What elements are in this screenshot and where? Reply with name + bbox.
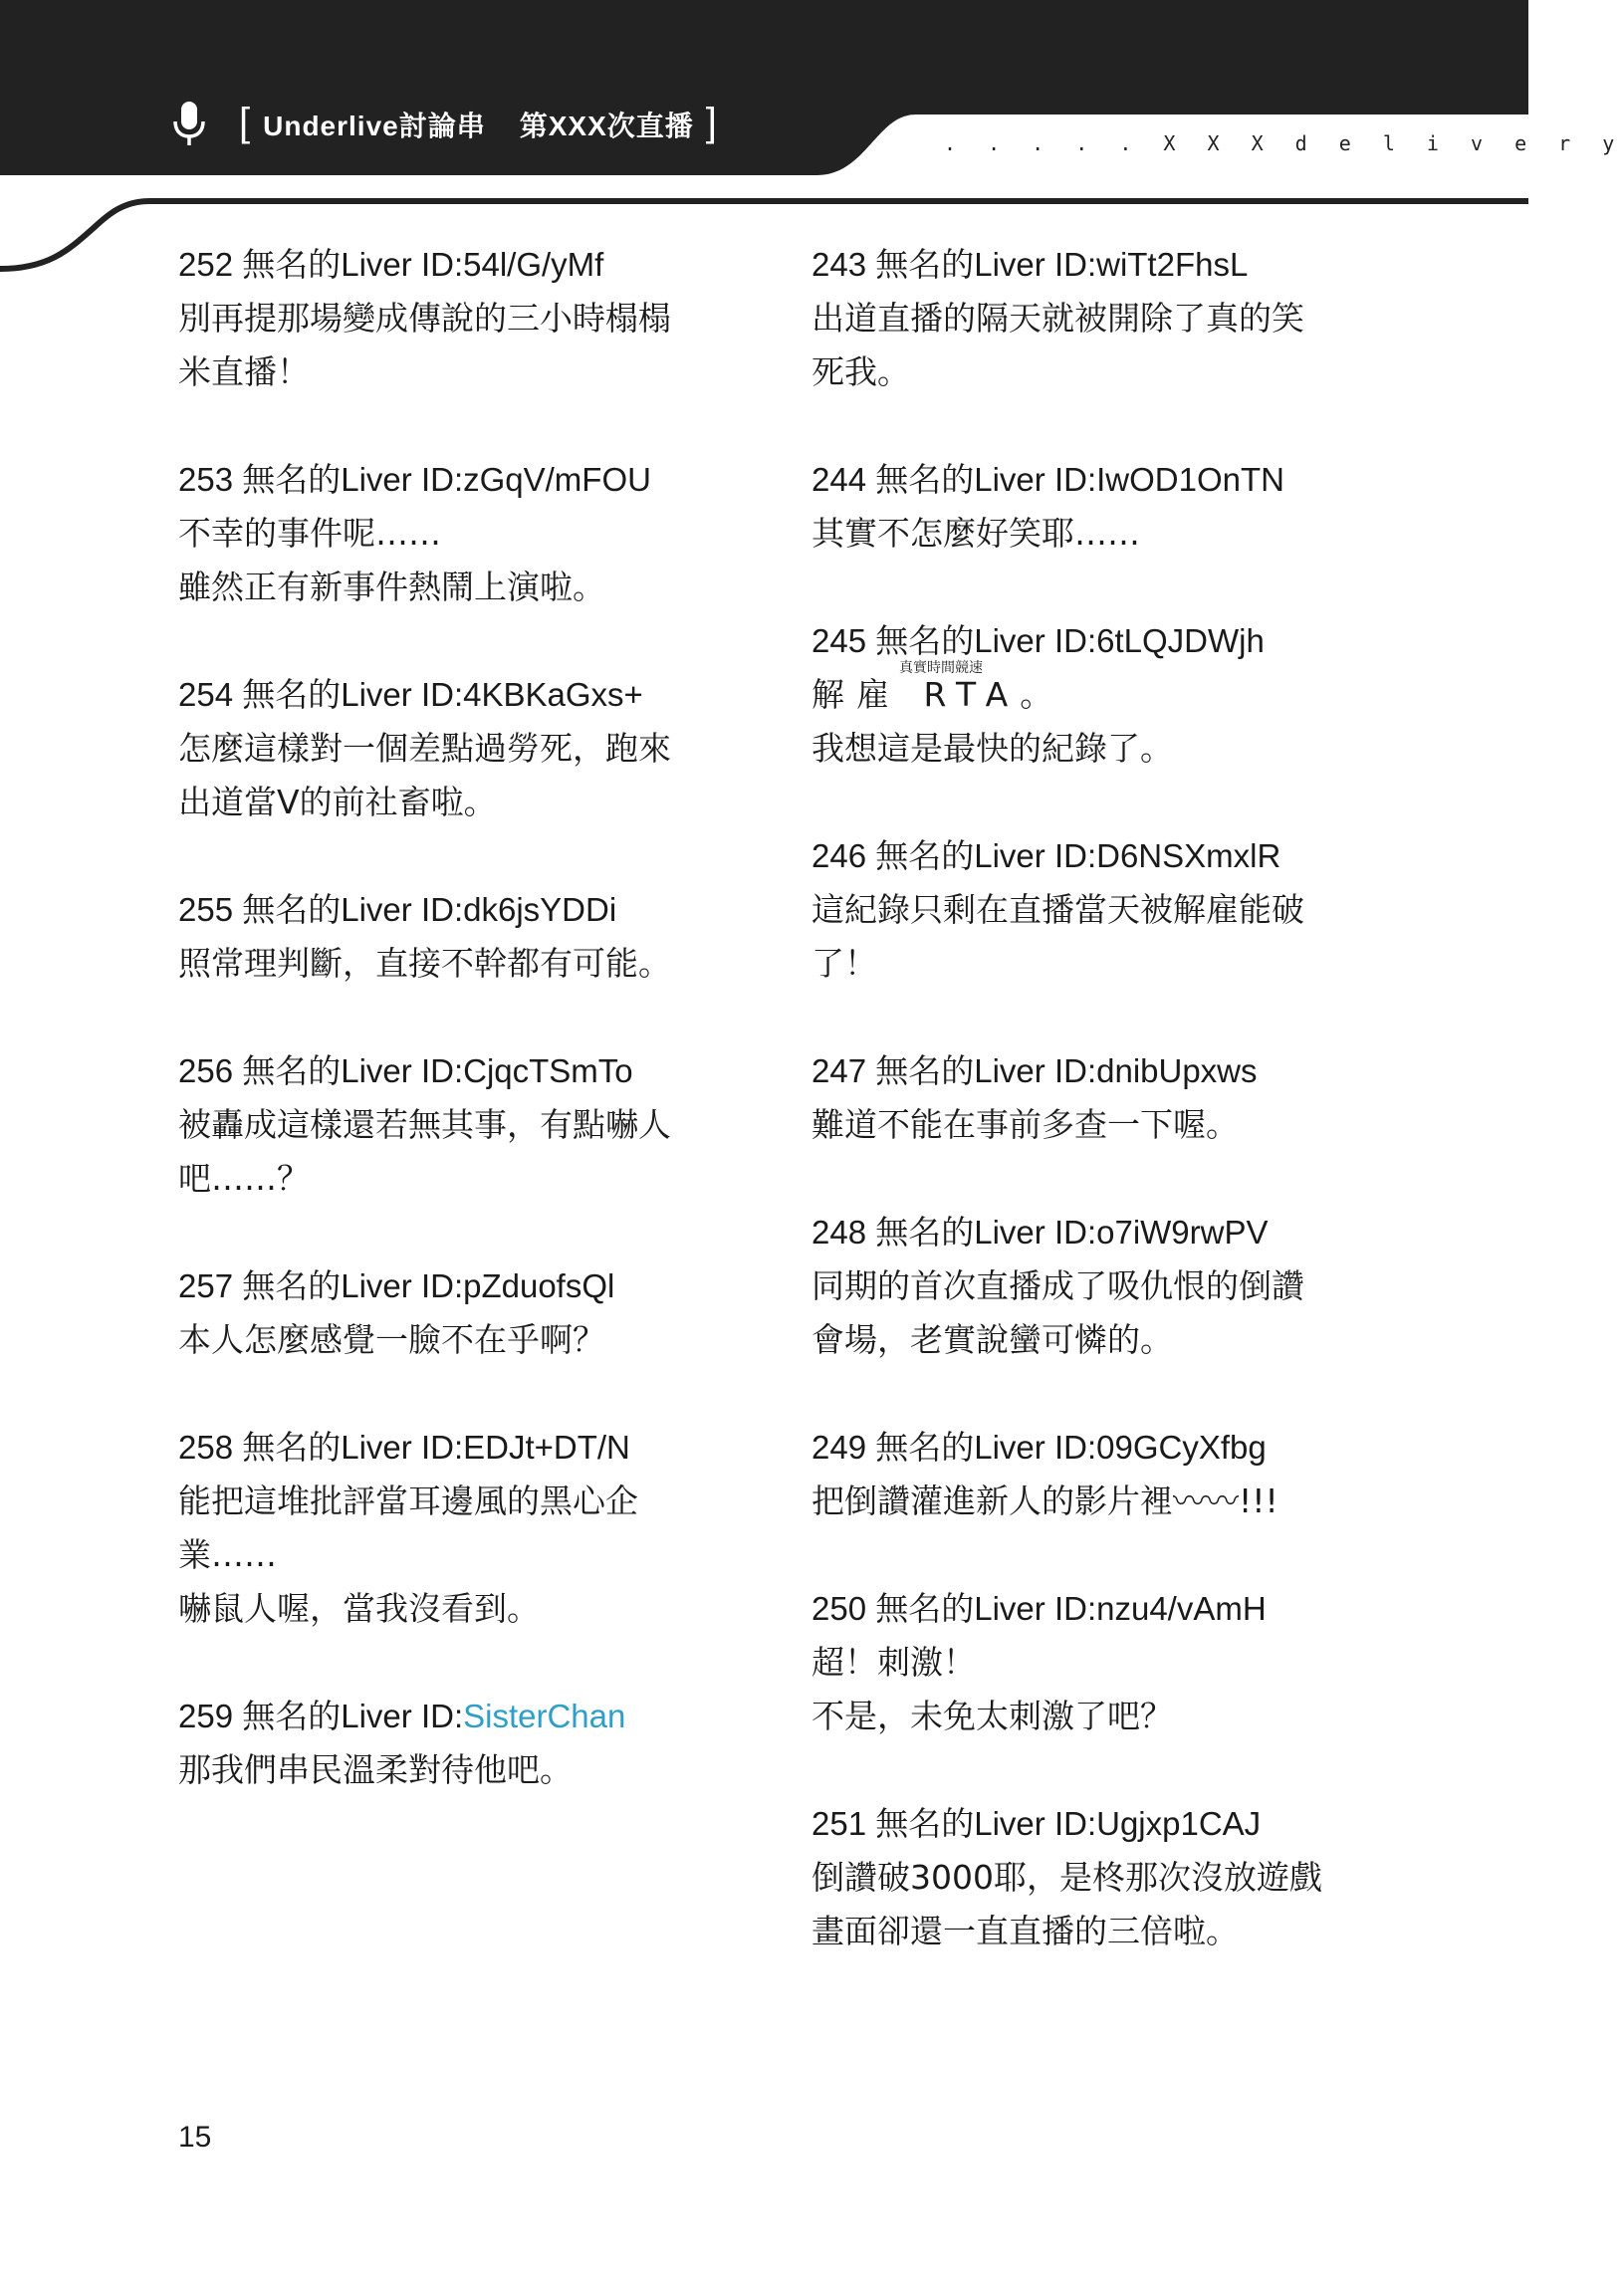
poster-name: 無名的Liver xyxy=(875,622,1045,659)
post-text: 難道不能在事前多查一下喔。 xyxy=(812,1105,1239,1144)
id-prefix: ID: xyxy=(420,1052,464,1089)
poster-id: Ugjxp1CAJ xyxy=(1096,1805,1262,1842)
poster-name: 無名的Liver xyxy=(242,461,412,498)
poster-id: o7iW9rwPV xyxy=(1096,1214,1269,1251)
thread-post xyxy=(812,829,1354,991)
thread-post xyxy=(178,668,721,829)
post-header xyxy=(178,1259,721,1313)
poster-id: 09GCyXfbg xyxy=(1096,1429,1267,1466)
thread-post xyxy=(812,1421,1354,1528)
id-prefix: ID: xyxy=(420,1698,464,1734)
id-prefix: ID: xyxy=(1053,1805,1097,1842)
poster-id-highlighted: SisterChan xyxy=(463,1698,626,1734)
poster-id: IwOD1OnTN xyxy=(1096,461,1284,498)
post-header xyxy=(812,453,1354,507)
bracket-open: [ xyxy=(239,101,252,144)
post-number: 244 xyxy=(812,461,867,498)
poster-id: dk6jsYDDi xyxy=(463,891,617,928)
ruby-trailing-text: 。 xyxy=(1020,675,1053,714)
post-text: 畫面卻還一直直播的三倍啦。 xyxy=(812,1912,1239,1950)
ruby-base-text: 解雇 RTA xyxy=(812,675,1021,714)
post-header xyxy=(812,614,1354,668)
post-header xyxy=(812,238,1354,292)
post-header xyxy=(178,883,721,937)
post-text: 超！刺激！ xyxy=(812,1643,976,1682)
post-number: 251 xyxy=(812,1805,867,1842)
post-header xyxy=(178,238,721,292)
episode-title: 第XXX次直播 xyxy=(519,111,694,141)
post-number: 258 xyxy=(178,1429,234,1466)
post-header xyxy=(812,1044,1354,1098)
thread-post xyxy=(812,453,1354,561)
post-text: 被轟成這樣還若無其事，有點嚇人 xyxy=(178,1105,671,1144)
header-title-bar xyxy=(169,100,730,149)
id-prefix: ID: xyxy=(1053,1590,1097,1627)
poster-id: pZduofsQl xyxy=(463,1267,615,1304)
id-prefix: ID: xyxy=(1053,622,1097,659)
poster-id: D6NSXmxlR xyxy=(1096,837,1281,874)
poster-name: 無名的Liver xyxy=(242,1267,412,1304)
id-prefix: ID: xyxy=(1053,1052,1097,1089)
post-number: 256 xyxy=(178,1052,234,1089)
id-prefix: ID: xyxy=(420,246,464,283)
poster-name: 無名的Liver xyxy=(242,1429,412,1466)
post-number: 252 xyxy=(178,246,234,283)
poster-name: 無名的Liver xyxy=(875,461,1045,498)
poster-name: 無名的Liver xyxy=(242,1052,412,1089)
thread-post xyxy=(178,238,721,399)
post-header xyxy=(812,1421,1354,1475)
post-number: 257 xyxy=(178,1267,234,1304)
post-number: 246 xyxy=(812,837,867,874)
post-text: 這紀錄只剩在直播當天被解雇能破 xyxy=(812,890,1304,929)
poster-id: wiTt2FhsL xyxy=(1096,246,1249,283)
post-text: 那我們串民溫柔對待他吧。 xyxy=(178,1750,573,1789)
post-text: 我想這是最快的紀錄了。 xyxy=(812,729,1173,768)
post-number: 245 xyxy=(812,622,867,659)
page-number: 15 xyxy=(178,2121,212,2154)
poster-name: 無名的Liver xyxy=(875,1590,1045,1627)
thread-post xyxy=(812,238,1354,399)
post-text: 出道直播的隔天就被開除了真的笑 xyxy=(812,299,1304,338)
thread-post xyxy=(812,1582,1354,1743)
post-number: 248 xyxy=(812,1214,867,1251)
post-header xyxy=(178,1044,721,1098)
post-text: 別再提那場變成傳說的三小時榻榻 xyxy=(178,299,671,338)
post-text: 把倒讚灌進新人的影片裡〰〰!!! xyxy=(812,1482,1278,1520)
post-number: 259 xyxy=(178,1698,234,1734)
left-column xyxy=(178,238,721,1851)
id-prefix: ID: xyxy=(1053,1214,1097,1251)
poster-name: 無名的Liver xyxy=(242,1698,412,1734)
poster-id: nzu4/vAmH xyxy=(1096,1590,1267,1627)
id-prefix: ID: xyxy=(1053,1429,1097,1466)
poster-id: CjqcTSmTo xyxy=(463,1052,633,1089)
post-text: 了！ xyxy=(812,944,877,983)
poster-name: 無名的Liver xyxy=(875,246,1045,283)
poster-id: EDJt+DT/N xyxy=(463,1429,630,1466)
id-prefix: ID: xyxy=(420,461,464,498)
post-header xyxy=(178,453,721,507)
delivery-tag: . . . . . X X X d e l i v e r y xyxy=(944,131,1624,155)
post-number: 250 xyxy=(812,1590,867,1627)
ruby-line xyxy=(812,660,1354,722)
thread-post xyxy=(812,614,1354,776)
thread-post xyxy=(178,1044,721,1206)
post-text: 死我。 xyxy=(812,352,910,391)
id-prefix: ID: xyxy=(420,1267,464,1304)
poster-id: 54l/G/yMf xyxy=(463,246,604,283)
post-text: 同期的首次直播成了吸仇恨的倒讚 xyxy=(812,1266,1304,1305)
poster-name: 無名的Liver xyxy=(875,1052,1045,1089)
post-text: 能把這堆批評當耳邊風的黑心企 xyxy=(178,1482,638,1520)
thread-post xyxy=(812,1797,1354,1958)
poster-name: 無名的Liver xyxy=(875,1805,1045,1842)
right-column xyxy=(812,238,1354,2012)
post-text: 不幸的事件呢…… xyxy=(178,514,441,553)
post-header xyxy=(812,1206,1354,1259)
id-prefix: ID: xyxy=(420,891,464,928)
post-text: 出道當V的前社畜啦。 xyxy=(178,783,497,821)
thread-post xyxy=(178,883,721,991)
post-text: 業…… xyxy=(178,1535,277,1574)
series-title: Underlive討論串 xyxy=(263,111,486,141)
microphone-icon xyxy=(169,100,209,149)
post-number: 255 xyxy=(178,891,234,928)
post-text: 會場，老實說蠻可憐的。 xyxy=(812,1320,1173,1359)
poster-name: 無名的Liver xyxy=(875,1429,1045,1466)
id-prefix: ID: xyxy=(1053,246,1097,283)
post-text: 本人怎麼感覺一臉不在乎啊？ xyxy=(178,1320,605,1359)
thread-post xyxy=(178,453,721,614)
thread-post xyxy=(178,1421,721,1636)
post-number: 249 xyxy=(812,1429,867,1466)
id-prefix: ID: xyxy=(420,676,464,713)
post-header xyxy=(178,1690,721,1743)
post-text: 嚇鼠人喔，當我沒看到。 xyxy=(178,1589,540,1628)
poster-id: 6tLQJDWjh xyxy=(1096,622,1265,659)
post-text: 照常理判斷，直接不幹都有可能。 xyxy=(178,944,671,983)
post-number: 253 xyxy=(178,461,234,498)
post-header xyxy=(178,668,721,722)
poster-name: 無名的Liver xyxy=(875,1214,1045,1251)
thread-post xyxy=(178,1259,721,1367)
thread-post xyxy=(812,1206,1354,1367)
post-number: 243 xyxy=(812,246,867,283)
post-text: 米直播！ xyxy=(178,352,310,391)
poster-name: 無名的Liver xyxy=(242,246,412,283)
post-header xyxy=(812,1797,1354,1851)
post-text: 雖然正有新事件熱鬧上演啦。 xyxy=(178,568,605,606)
bracket-close: ] xyxy=(705,101,718,144)
post-header xyxy=(812,829,1354,883)
post-text: 吧……？ xyxy=(178,1159,310,1198)
thread-post xyxy=(812,1044,1354,1152)
post-text: 其實不怎麼好笑耶…… xyxy=(812,514,1140,553)
post-header xyxy=(178,1421,721,1475)
poster-name: 無名的Liver xyxy=(242,891,412,928)
post-text: 不是，未免太刺激了吧？ xyxy=(812,1697,1173,1735)
id-prefix: ID: xyxy=(1053,461,1097,498)
poster-id: dnibUpxws xyxy=(1096,1052,1258,1089)
post-number: 247 xyxy=(812,1052,867,1089)
id-prefix: ID: xyxy=(1053,837,1097,874)
post-header xyxy=(812,1582,1354,1636)
poster-id: zGqV/mFOU xyxy=(463,461,651,498)
poster-name: 無名的Liver xyxy=(242,676,412,713)
id-prefix: ID: xyxy=(420,1429,464,1466)
post-number: 254 xyxy=(178,676,234,713)
thread-post xyxy=(178,1690,721,1797)
post-text: 怎麼這樣對一個差點過勞死，跑來 xyxy=(178,729,671,768)
ruby-annotation: 真實時間競速 xyxy=(899,660,983,676)
post-text: 倒讚破3000耶，是柊那次沒放遊戲 xyxy=(812,1858,1322,1897)
poster-name: 無名的Liver xyxy=(875,837,1045,874)
poster-id: 4KBKaGxs+ xyxy=(463,676,643,713)
